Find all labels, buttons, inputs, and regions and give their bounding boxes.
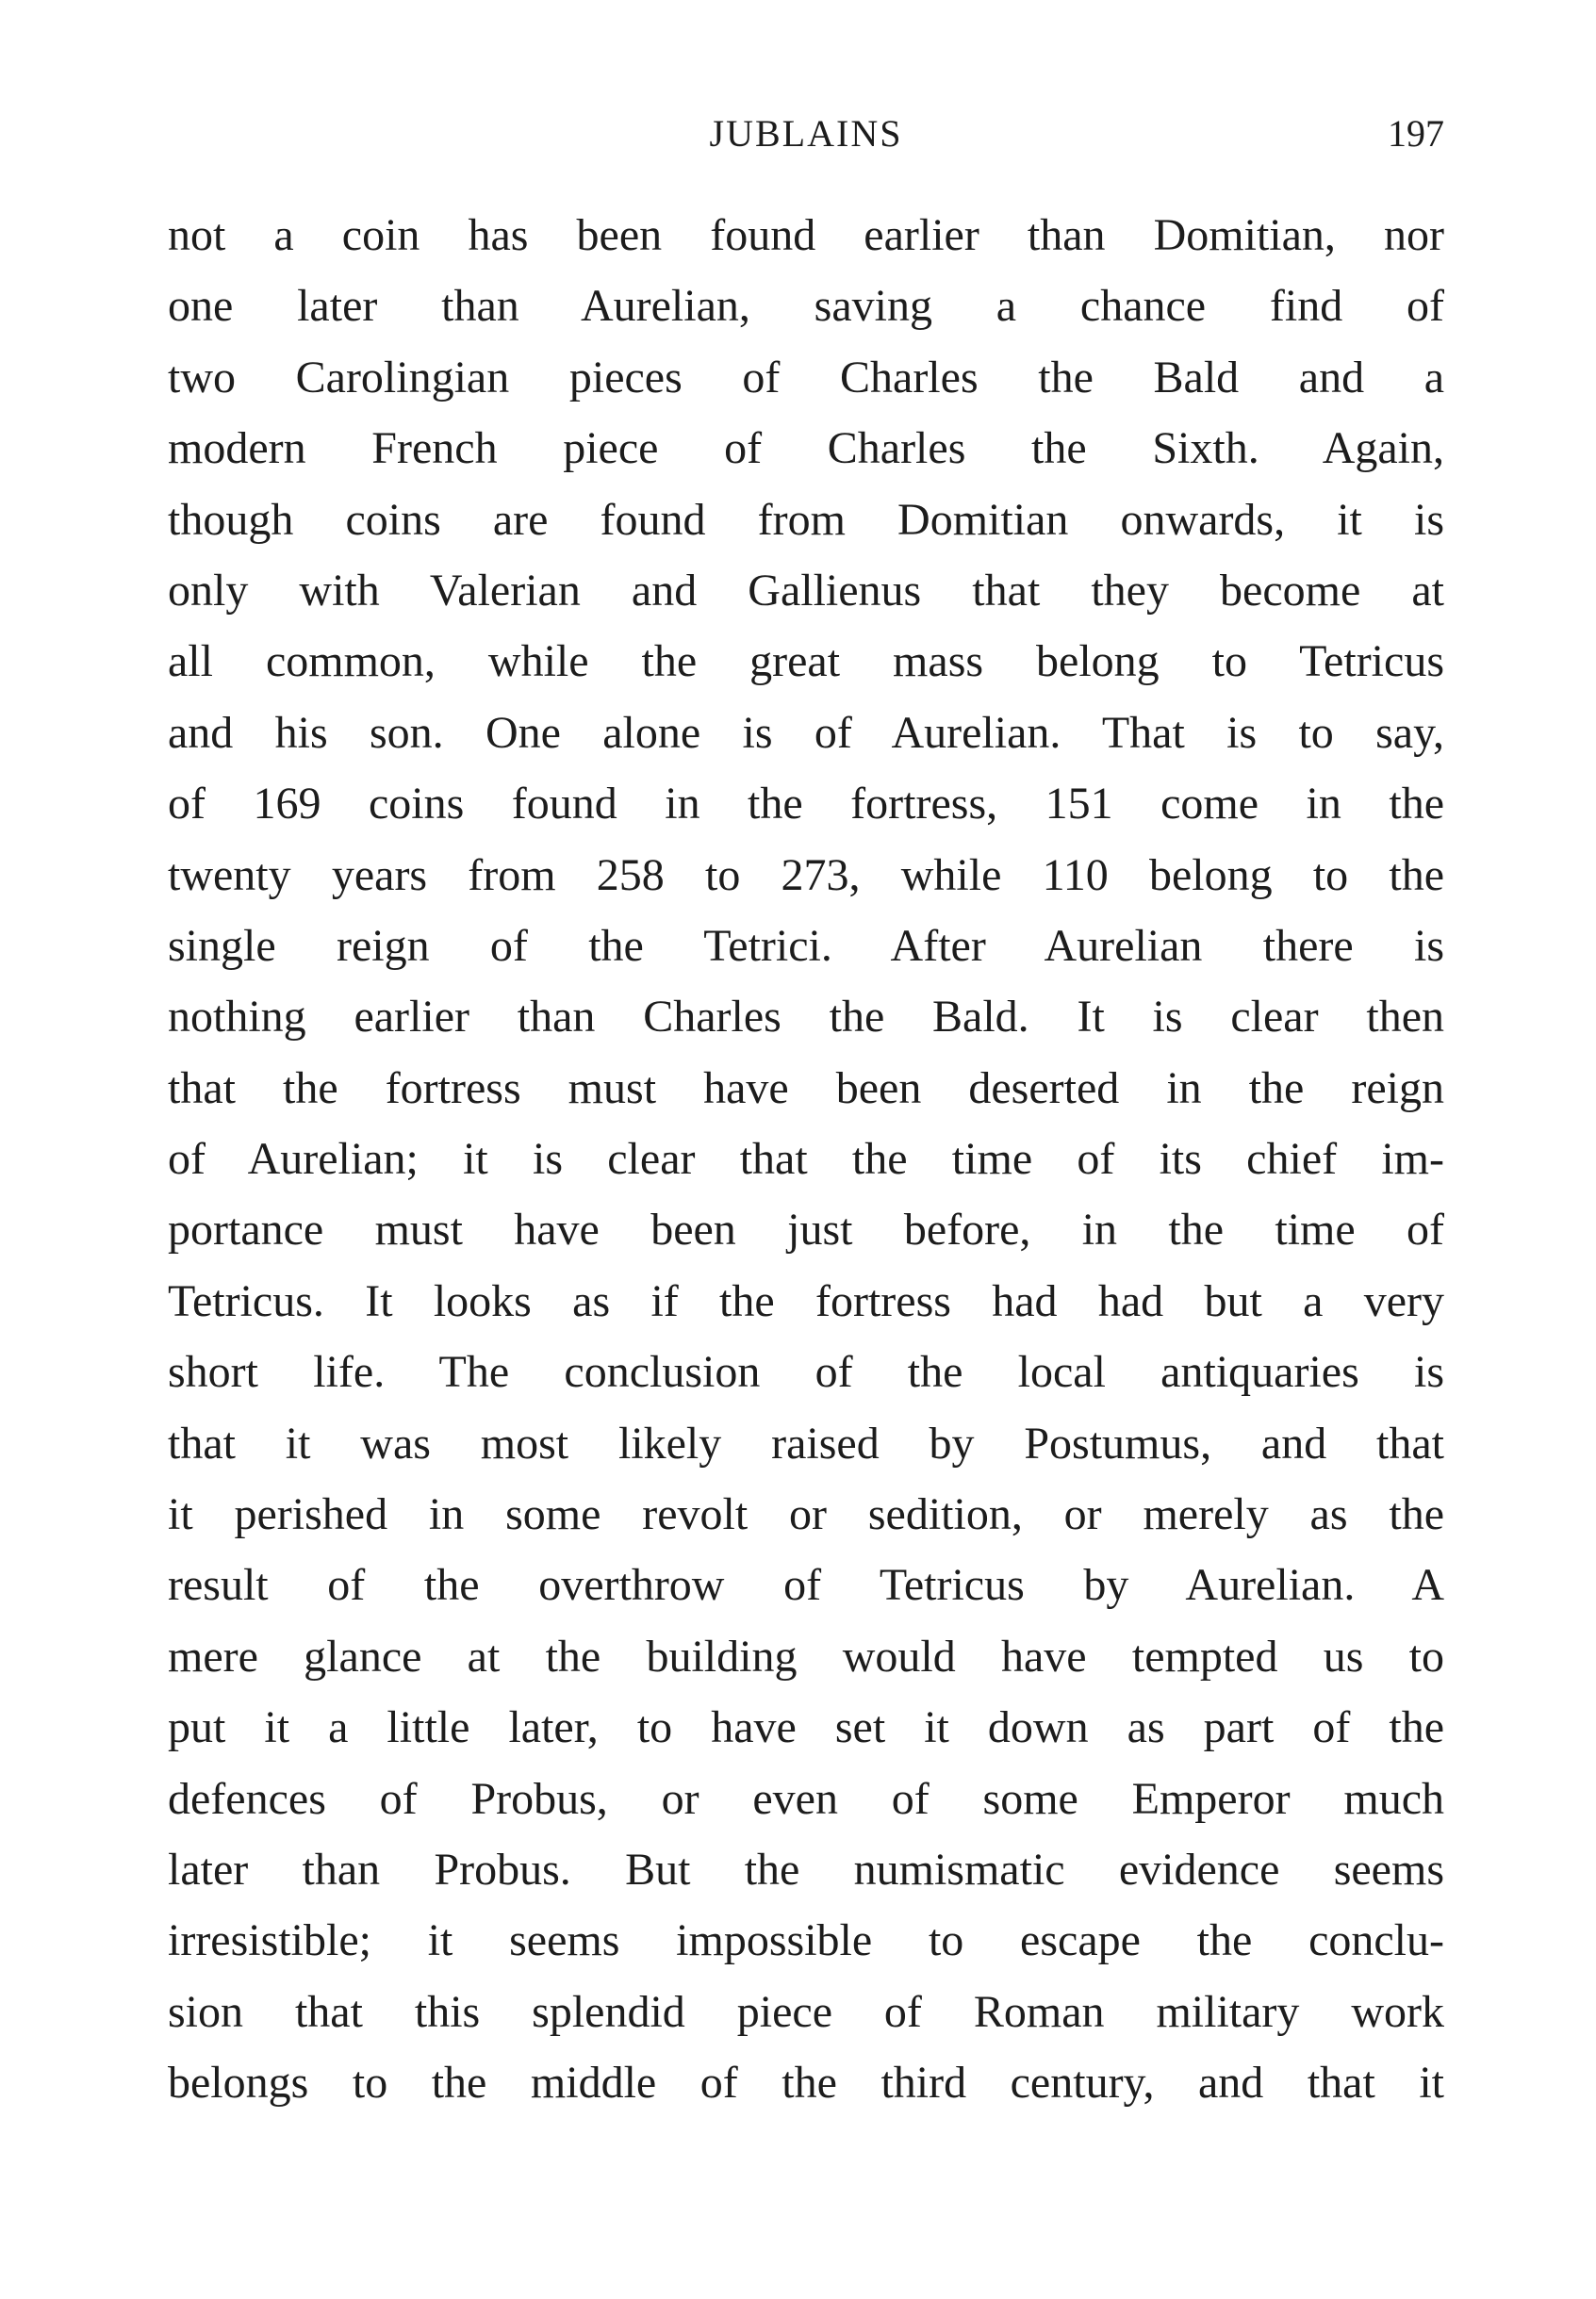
text-line: result of the overthrow of Tetricus by Aurelian. A	[168, 1560, 1444, 1611]
text-line: later than Probus. But the numismatic evidence seems	[168, 1844, 1444, 1895]
text-line: though coins are found from Domitian onwards, it is	[168, 494, 1444, 545]
text-line: not a coin has been found earlier than Domitian, nor	[168, 210, 1444, 260]
text-line: only with Valerian and Gallienus that they become at	[168, 565, 1444, 616]
text-line: all common, while the great mass belong to Tetricus	[168, 636, 1444, 687]
text-line: single reign of the Tetrici. After Aurelian there is	[168, 920, 1444, 971]
text-line: of Aurelian; it is clear that the time of its chief im-	[168, 1134, 1444, 1185]
running-title: JUBLAINS	[709, 112, 903, 155]
text-line: twenty years from 258 to 273, while 110 belong to the	[168, 849, 1444, 900]
text-line: belongs to the middle of the third century, and that it	[168, 2058, 1444, 2109]
running-head	[168, 106, 1444, 162]
text-line: defences of Probus, or even of some Emperor much	[168, 1773, 1444, 1824]
text-line: short life. The conclusion of the local antiquaries is	[168, 1347, 1444, 1398]
text-line: that the fortress must have been deserted in the reign	[168, 1062, 1444, 1113]
text-line: portance must have been just before, in the time of	[168, 1205, 1444, 1256]
text-line: and his son. One alone is of Aurelian. That is to say,	[168, 707, 1444, 758]
text-line: modern French piece of Charles the Sixth. Again,	[168, 423, 1444, 474]
page-number: 197	[1388, 112, 1444, 155]
text-line: sion that this splendid piece of Roman military work	[168, 1986, 1444, 2037]
text-line: put it a little later, to have set it down as part of the	[168, 1702, 1444, 1753]
text-line: irresistible; it seems impossible to escape the conclu-	[168, 1915, 1444, 1966]
text-line: that it was most likely raised by Postumus, and that	[168, 1418, 1444, 1469]
text-line: of 169 coins found in the fortress, 151 come in the	[168, 779, 1444, 829]
text-line: it perished in some revolt or sedition, or merely as the	[168, 1489, 1444, 1540]
text-line: two Carolingian pieces of Charles the Bald and a	[168, 352, 1444, 402]
text-line: Tetricus. It looks as if the fortress had had but a very	[168, 1275, 1444, 1326]
body-text	[168, 200, 1444, 2119]
text-line: nothing earlier than Charles the Bald. It is clear then	[168, 992, 1444, 1043]
text-line: one later than Aurelian, saving a chance find of	[168, 281, 1444, 332]
text-line: mere glance at the building would have tempted us to	[168, 1631, 1444, 1682]
